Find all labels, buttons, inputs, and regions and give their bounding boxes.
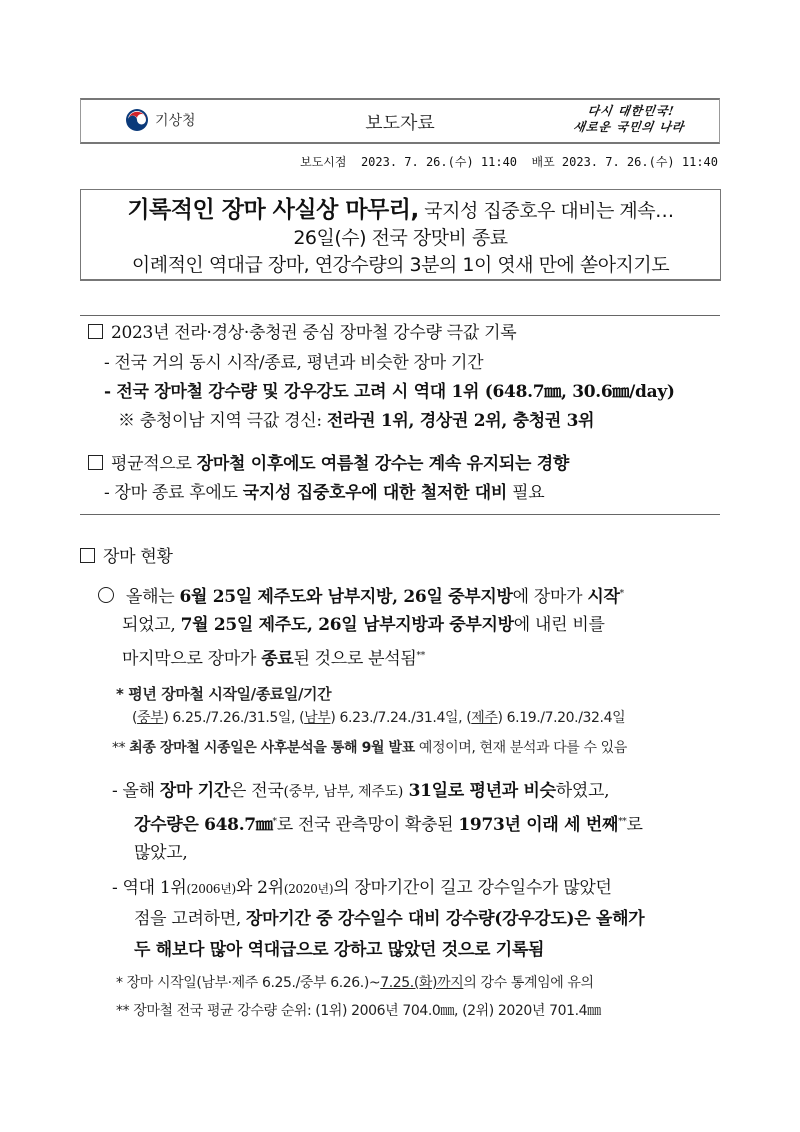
agency-name: 기상청 — [155, 113, 196, 129]
para-3-line-1: - 역대 1위(2006년)와 2위(2020년)의 장마기간이 길고 강수일수가 많았던 — [112, 878, 612, 898]
headline-sub: 국지성 집중호우 대비는 계속… — [418, 200, 674, 222]
summary-top-rule — [80, 315, 720, 316]
slogan-line-1: 다시 대한민국! — [586, 104, 676, 118]
distribution-label: 배포 — [531, 155, 555, 169]
footnote-3: * 장마 시작일(남부·제주 6.25./중부 6.26.)~7.25.(화)까지의 강수 통계임에 유의 — [116, 975, 594, 991]
summary-item-1-sub-2: - 전국 장마철 강수량 및 강우강도 고려 시 역대 1위 (648.7㎜, 30.6㎜/day) — [104, 382, 675, 402]
release-time: 2023. 7. 26.(수) 11:40 — [360, 155, 518, 169]
circle-bullet-icon — [98, 587, 114, 603]
footnote-1-values: (중부) 6.25./7.26./31.5일, (남부) 6.23./7.24./31.4일, (제주) 6.19./7.20./32.4일 — [132, 710, 626, 726]
para-1-line-3: 마지막으로 장마가 종료된 것으로 분석됨** — [122, 649, 425, 669]
para-2-line-2: 강수량은 648.7㎜*로 전국 관측망이 확충된 1973년 이래 세 번째**로 — [134, 815, 643, 835]
summary-bottom-rule — [80, 514, 720, 515]
footnote-2: ** 최종 장마철 시종일은 사후분석을 통해 9월 발표 예정이며, 현재 분석과 다를 수 있음 — [112, 740, 627, 756]
section-heading: 장마 현황 — [80, 546, 173, 568]
slogan-line-2: 새로운 국민의 나라 — [572, 120, 686, 134]
headline-line-3: 이례적인 역대급 장마, 연강수량의 3분의 1이 엿새 만에 쏟아지기도 — [131, 254, 670, 276]
para-3-line-3: 두 해보다 많아 역대급으로 강하고 많았던 것으로 기록됨 — [134, 940, 545, 960]
release-label: 보도시점 — [300, 155, 347, 169]
document-type: 보도자료 — [365, 113, 435, 134]
headline-line-2: 26일(수) 전국 장맛비 종료 — [293, 227, 508, 249]
summary-item-2-sub: - 장마 종료 후에도 국지성 집중호우에 대한 철저한 대비 필요 — [104, 483, 545, 503]
distribution-time: 2023. 7. 26.(수) 11:40 — [561, 155, 718, 169]
reference-mark-icon: ※ — [118, 411, 135, 431]
footnote-1-title: * 평년 장마철 시작일/종료일/기간 — [116, 685, 332, 703]
release-info — [300, 153, 718, 170]
para-1-line-2: 되었고, 7월 25일 제주도, 26일 남부지방과 중부지방에 내린 비를 — [122, 615, 605, 635]
checkbox-bullet-icon — [80, 548, 95, 563]
summary-item-1-sub-1: - 전국 거의 동시 시작/종료, 평년과 비슷한 장마 기간 — [104, 353, 484, 373]
checkbox-bullet-icon — [88, 324, 103, 339]
headline-box — [80, 189, 721, 281]
summary-item-1-note: ※ 충청이남 지역 극값 경신: 전라권 1위, 경상권 2위, 충청권 3위 — [118, 411, 595, 431]
footnote-4: ** 장마철 전국 평균 강수량 순위: (1위) 2006년 704.0㎜, (2위) 2020년 701.4㎜ — [116, 1003, 601, 1019]
checkbox-bullet-icon — [88, 455, 103, 470]
headline-line-1 — [81, 196, 720, 225]
summary-item-2-heading: 평균적으로 장마철 이후에도 여름철 강수는 계속 유지되는 경향 — [88, 453, 569, 475]
headline-main: 기록적인 장마 사실상 마무리, — [127, 197, 419, 223]
para-2-line-3: 많았고, — [134, 843, 188, 863]
para-3-line-2: 점을 고려하면, 장마기간 중 강수일수 대비 강수량(강우강도)은 올해가 — [134, 909, 645, 929]
header-box — [80, 98, 720, 144]
slogan — [563, 103, 697, 135]
para-2-line-1: - 올해 장마 기간은 전국(중부, 남부, 제주도) 31일로 평년과 비슷하였고, — [112, 781, 610, 801]
para-1-line-1: 올해는 6월 25일 제주도와 남부지방, 26일 중부지방에 장마가 시작* — [98, 583, 624, 608]
summary-item-1-heading: 2023년 전라·경상·충청권 중심 장마철 강수량 극값 기록 — [88, 322, 516, 344]
